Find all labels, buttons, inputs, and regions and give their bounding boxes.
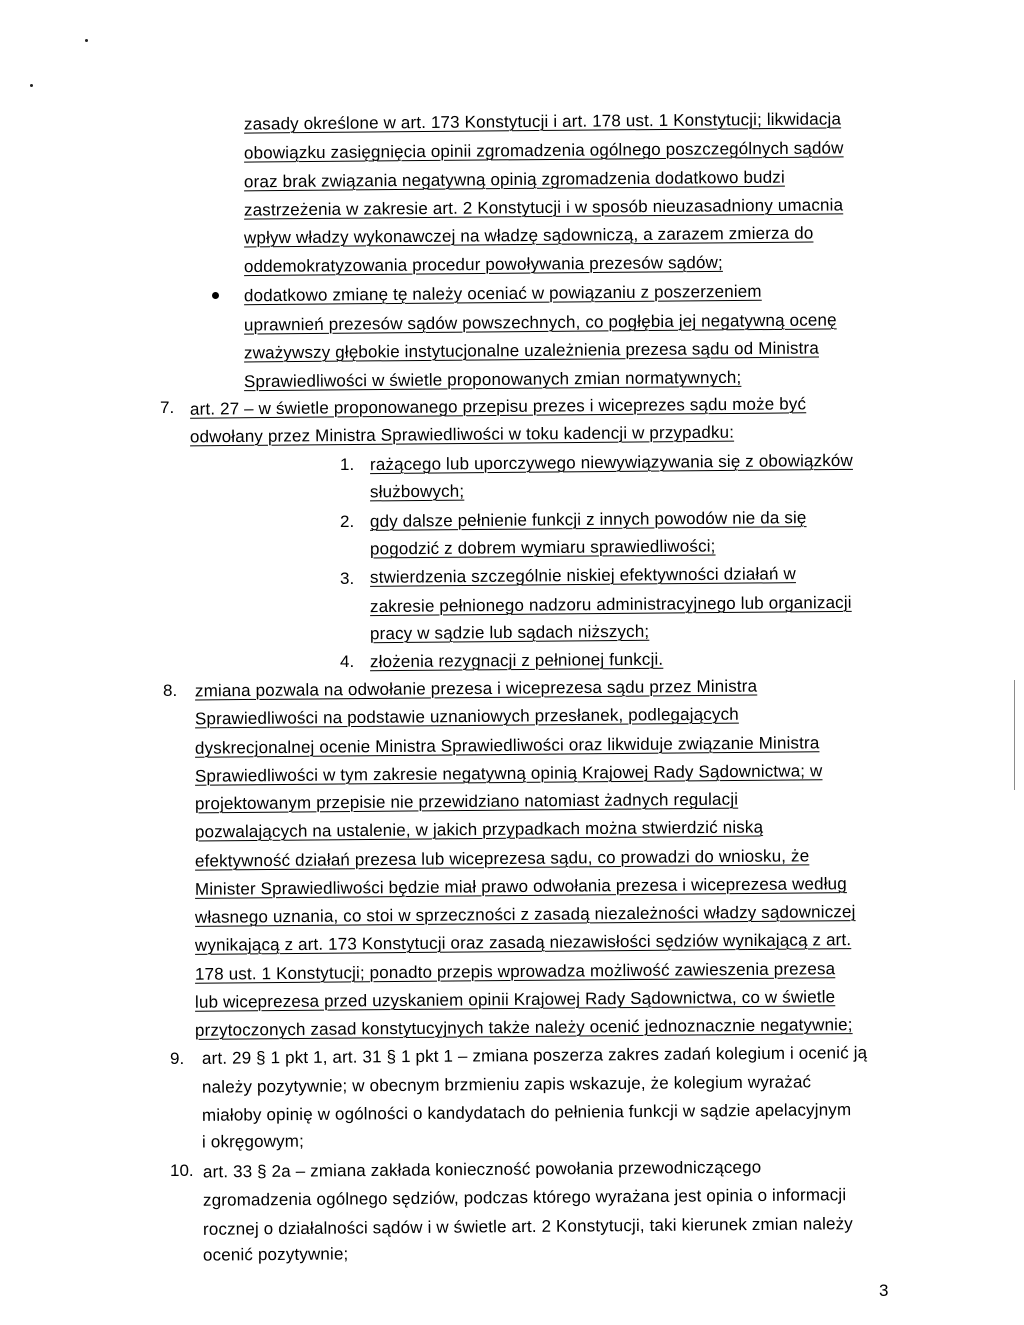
intro-line: obowiązku zasięgnięcia opinii zgromadzenia ogólnego poszczególnych sądów	[243, 138, 844, 163]
item-line: rocznej o działalności sądów i w świetle art. 2 Konstytucji, taki kierunek zmian należy	[202, 1214, 853, 1239]
subitem-line: służbowych;	[369, 481, 465, 502]
item-line: wynikającą z art. 173 Konstytucji oraz zasadą niezawisłości sędziów wynikającą z art.	[194, 930, 852, 955]
subitem-line: złożenia rezygnacji z pełnionej funkcji.	[369, 649, 664, 672]
subitem-line: zakresie pełnionego nadzoru administracyjnego lub organizacji	[369, 592, 852, 617]
item-line: Sprawiedliwości na podstawie uznaniowych przesłanek, podlegających	[194, 704, 739, 729]
item-line: 178 ust. 1 Konstytucji; ponadto przepis wprowadza możliwość zawieszenia prezesa	[194, 959, 836, 984]
subitem-number: 1.	[340, 455, 355, 474]
item-line: projektowanym przepisie nie przewidziano natomiast żadnych regulacji	[194, 789, 739, 814]
bullet-line: dodatkowo zmianę tę należy oceniać w powiązaniu z poszerzeniem	[243, 281, 762, 306]
page-number: 3	[879, 1281, 889, 1300]
item-line: art. 33 § 2a – zmiana zakłada konieczność powołania przewodniczącego	[202, 1157, 762, 1182]
scan-speck	[30, 84, 33, 87]
subitem-line: pracy w sądzie lub sądach niższych;	[369, 621, 650, 644]
item-line: dyskrecjonalnej ocenie Ministra Sprawiedliwości oraz likwiduje związanie Ministra	[194, 733, 820, 758]
item-line: art. 29 § 1 pkt 1, art. 31 § 1 pkt 1 – zmiana poszerza zakres zadań kolegium i ocenić ją	[201, 1043, 868, 1068]
item-number: 10.	[170, 1161, 194, 1180]
item-line: należy pozytywnie; w obecnym brzmieniu zapis wskazuje, że kolegium wyrażać	[201, 1072, 812, 1097]
intro-line: oraz brak związania negatywną opinią zgromadzenia dodatkowo budzi	[243, 167, 785, 192]
subitem-number: 2.	[340, 512, 355, 531]
item-line: zmiana pozwala na odwołanie prezesa i wiceprezesa sądu przez Ministra	[194, 676, 758, 701]
subitem-line: rażącego lub uporczywego niewywiązywania się z obowiązków	[369, 450, 853, 475]
subitem-number: 3.	[340, 569, 355, 588]
item-line: własnego uznania, co stoi w sprzeczności z zasadą niezależności władzy sądowniczej	[194, 902, 856, 927]
item-number: 8.	[163, 681, 178, 700]
item-line: i okręgowym;	[201, 1131, 305, 1152]
item-line: miałoby opinię w ogólności o kandydatach do pełnienia funkcji w sądzie apelacyjnym	[201, 1100, 852, 1125]
subitem-number: 4.	[340, 652, 355, 671]
subitem-line: pogodzić z dobrem wymiaru sprawiedliwości;	[369, 536, 716, 559]
bullet-icon	[212, 292, 219, 299]
item-number: 7.	[160, 398, 175, 417]
bullet-line: zważywszy głębokie instytucjonalne uzależnienia prezesa sądu od Ministra	[243, 338, 820, 363]
scan-edge-line	[1014, 680, 1015, 790]
bullet-line: Sprawiedliwości w świetle proponowanych zmian normatywnych;	[243, 367, 742, 392]
item-number: 9.	[170, 1049, 185, 1068]
item-line: Sprawiedliwości w tym zakresie negatywną opinią Krajowej Rady Sądownictwa; w	[194, 761, 823, 786]
item-line: przytoczonych zasad konstytucyjnych także należy ocenić jednoznacznie negatywnie;	[194, 1015, 853, 1040]
subitem-line: stwierdzenia szczególnie niskiej efektywności działań w	[369, 564, 796, 587]
item-line: art. 27 – w świetle proponowanego przepisu prezes i wiceprezes sądu może być	[189, 394, 807, 419]
subitem-line: gdy dalsze pełnienie funkcji z innych powodów nie da się	[369, 508, 807, 531]
item-line: odwołany przez Ministra Sprawiedliwości w toku kadencji w przypadku:	[189, 422, 735, 447]
intro-line: wpływ władzy wykonawczej na władzę sądowniczą, a zarazem zmierza do	[243, 223, 814, 248]
item-line: pozwalających na ustalenie, w jakich przypadkach można stwierdzić niską	[194, 817, 764, 842]
scan-speck	[85, 39, 88, 42]
item-line: efektywność działań prezesa lub wiceprezesa sądu, co prowadzi do wniosku, że	[194, 846, 810, 871]
bullet-line: uprawnień prezesów sądów powszechnych, co pogłębia jej negatywną ocenę	[243, 310, 837, 335]
intro-line: oddemokratyzowania procedur powoływania prezesów sądów;	[243, 252, 723, 277]
item-line: lub wiceprezesa przed uzyskaniem opinii Krajowej Rady Sądownictwa, co w świetle	[194, 987, 836, 1012]
item-line: zgromadzenia ogólnego sędziów, podczas którego wyrażana jest opinia o informacji	[202, 1185, 847, 1210]
item-line: Minister Sprawiedliwości będzie miał prawo odwołania prezesa i wiceprezesa według	[194, 874, 847, 899]
item-line: ocenić pozytywnie;	[202, 1244, 349, 1265]
intro-line: zasady określone w art. 173 Konstytucji i art. 178 ust. 1 Konstytucji; likwidacja	[243, 109, 842, 134]
intro-line: zastrzeżenia w zakresie art. 2 Konstytucji i w sposób nieuzasadniony umacnia	[243, 195, 844, 220]
